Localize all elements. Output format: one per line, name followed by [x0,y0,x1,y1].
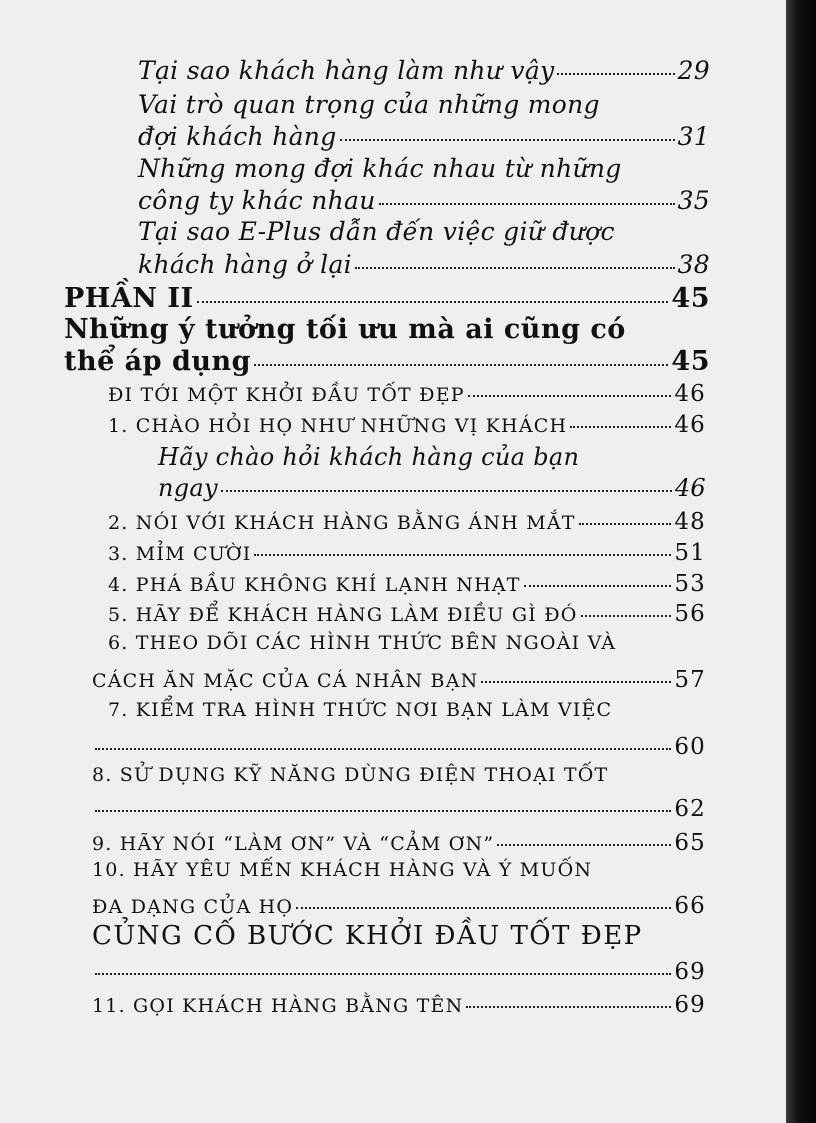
toc-entry [108,381,706,407]
dot-leader [579,523,672,525]
dot-leader [95,810,671,812]
toc-page-number: 66 [674,893,706,919]
toc-entry-title: 4. PHÁ BẦU KHÔNG KHÍ LẠNH NHẠT [108,574,521,596]
toc-entry [92,667,706,693]
dot-leader [524,585,672,587]
dot-leader [340,139,675,141]
toc-entry-title-cont: ngay [158,474,218,502]
toc-entry-title-cont: khách hàng ở lại [138,250,352,279]
dot-leader [481,681,671,683]
toc-entry-title-cont: công ty khác nhau [138,186,376,215]
dot-leader [557,73,674,75]
toc-entry-title: 10. HÃY YÊU MẾN KHÁCH HÀNG VÀ Ý MUỐN [92,859,593,881]
toc-entry-title: Hãy chào hỏi khách hàng của bạn [158,443,580,471]
toc-entry [92,893,706,919]
toc-page-number: 53 [674,571,706,597]
dot-leader [581,615,672,617]
toc-entry [108,412,706,438]
toc-entry [92,992,706,1018]
toc-entry [108,540,706,566]
toc-entry-title: Những mong đợi khác nhau từ những [138,154,622,183]
toc-section-title-cont: thể áp dụng [64,346,251,377]
dot-leader [95,748,671,750]
toc-entry [138,186,710,215]
toc-entry [92,959,706,985]
toc-page-number: 51 [674,540,706,566]
toc-entry [92,796,706,822]
dot-leader [466,1006,671,1008]
toc-entry-title: 2. NÓI VỚI KHÁCH HÀNG BẰNG ÁNH MẮT [108,512,576,534]
toc-entry-title: 8. SỬ DỤNG KỸ NĂNG DÙNG ĐIỆN THOẠI TỐT [92,764,609,786]
toc-part-title: PHẦN II [64,283,194,314]
toc-entry-title: 9. HÃY NÓI “LÀM ƠN” VÀ “CẢM ƠN” [92,833,495,855]
toc-page-number: 46 [674,381,706,407]
toc-page-number: 65 [674,830,706,856]
toc-entry-title-cont: CÁCH ĂN MẶC CỦA CÁ NHÂN BẠN [92,670,479,692]
toc-page-number: 35 [677,186,710,215]
dot-leader [379,203,675,205]
toc-entry-title: Vai trò quan trọng của những mong [138,90,600,119]
dot-leader [197,301,669,303]
toc-entry [138,56,710,85]
toc-entry [108,509,706,535]
book-spine-shadow [786,0,816,1123]
dot-leader [296,907,671,909]
toc-part-heading [64,283,710,314]
toc-entry-title: 5. HÃY ĐỂ KHÁCH HÀNG LÀM ĐIỀU GÌ ĐÓ [108,604,578,626]
toc-page-number: 31 [677,122,710,151]
toc-entry [92,830,706,856]
toc-page-number: 62 [674,796,706,822]
toc-section-title: Những ý tưởng tối ưu mà ai cũng có [64,314,626,345]
toc-page-number: 45 [671,346,710,377]
toc-entry-title: Tại sao khách hàng làm như vậy [138,56,555,85]
toc-page-number: 38 [677,250,710,279]
toc-page-number: 69 [674,992,706,1018]
toc-entry [158,474,706,502]
toc-entry [138,122,710,151]
toc-page-number: 46 [674,412,706,438]
toc-entry-title-cont: đợi khách hàng [138,122,337,151]
dot-leader [221,490,672,492]
toc-entry [108,601,706,627]
toc-entry [64,346,710,377]
dot-leader [254,554,671,556]
toc-entry [138,250,710,279]
toc-entry [92,734,706,760]
dot-leader [570,426,671,428]
dot-leader [254,364,668,366]
toc-entry-title: 6. THEO DÕI CÁC HÌNH THỨC BÊN NGOÀI VÀ [108,632,617,654]
toc-entry-title: 11. GỌI KHÁCH HÀNG BẰNG TÊN [92,995,464,1017]
toc-page-number: 46 [674,474,706,502]
toc-entry-title-cont: ĐA DẠNG CỦA HỌ [92,896,294,918]
dot-leader [468,395,672,397]
toc-entry-title: 7. KIỂM TRA HÌNH THỨC NƠI BẠN LÀM VIỆC [108,699,613,721]
toc-entry-title: Tại sao E-Plus dẫn đến việc giữ được [138,217,615,246]
dot-leader [497,844,671,846]
toc-section-title: CỦNG CỐ BƯỚC KHỞI ĐẦU TỐT ĐẸP [92,921,643,951]
toc-page-number: 60 [674,734,706,760]
toc-entry-title: 3. MỈM CƯỜI [108,543,252,565]
toc-page-number: 29 [677,56,710,85]
toc-page-number: 48 [674,509,706,535]
dot-leader [95,973,671,975]
toc-page-number: 57 [674,667,706,693]
toc-entry-title: 1. CHÀO HỎI HỌ NHƯ NHỮNG VỊ KHÁCH [108,415,568,437]
toc-page-number: 45 [671,283,710,314]
toc-entry-title: ĐI TỚI MỘT KHỞI ĐẦU TỐT ĐẸP [108,384,465,406]
toc-page-number: 56 [674,601,706,627]
dot-leader [355,267,675,269]
toc-page-number: 69 [674,959,706,985]
toc-entry [108,571,706,597]
